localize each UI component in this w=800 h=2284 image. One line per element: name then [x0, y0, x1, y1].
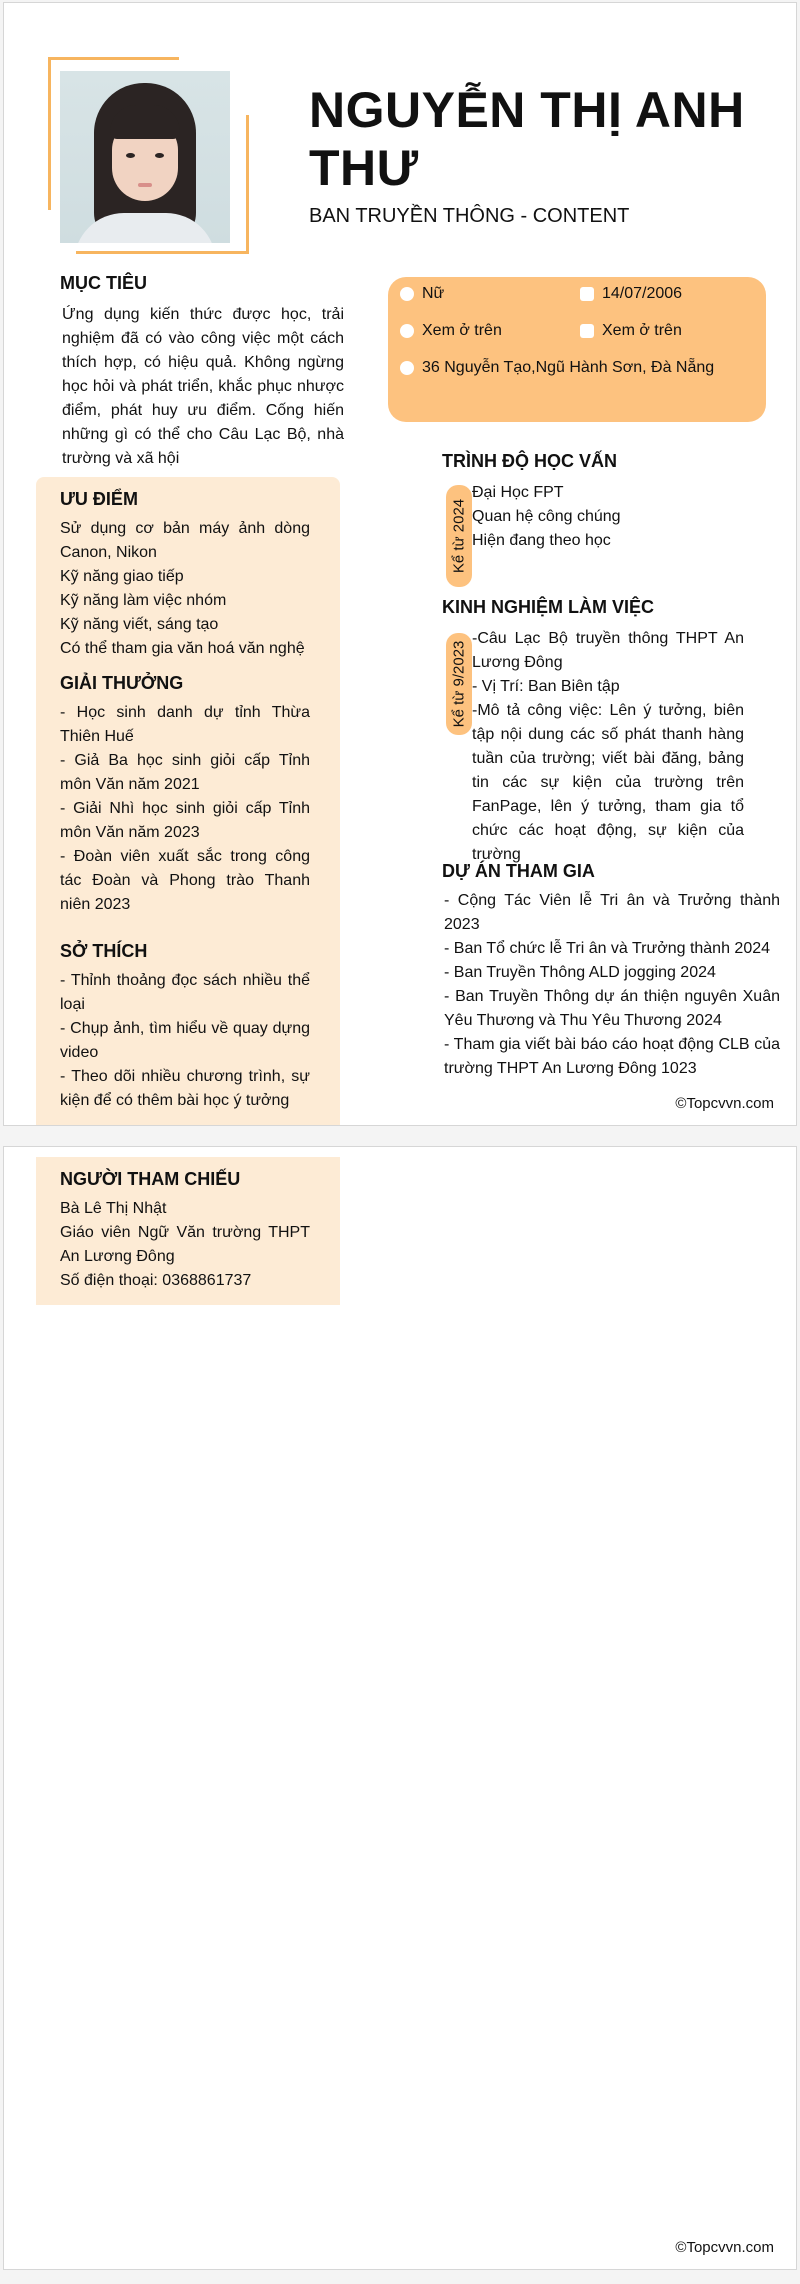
education-status: Hiện đang theo học: [472, 532, 611, 549]
footer-brand: ©Topcvvn.com: [675, 1095, 774, 1112]
gender-item: [400, 285, 444, 303]
education-details: [472, 481, 772, 553]
list-item: Kỹ năng viết, sáng tạo: [60, 616, 219, 633]
cv-page-1: [3, 2, 797, 1126]
reference-job: Giáo viên Ngữ Văn trường THPT An Lương Đông: [60, 1224, 310, 1265]
hobbies-list: [60, 969, 310, 1113]
list-item: - Giải Nhì học sinh giỏi cấp Tỉnh môn Văn năm 2023: [60, 800, 310, 841]
awards-list: [60, 701, 310, 917]
calendar-icon: [580, 287, 594, 301]
experience-details: [472, 627, 744, 867]
footer-brand: ©Topcvvn.com: [675, 2239, 774, 2256]
experience-description: -Mô tả công việc: Lên ý tưởng, biên tập nội dung các số phát thanh hàng tuần của trường; viết bài đăng, bảng tin các sự kiện của trường trên FanPage, lên ý tưởng, tham gia tổ chức các hoạt động, sự kiện của trường: [472, 702, 744, 863]
list-item: - Học sinh danh dự tỉnh Thừa Thiên Huế: [60, 704, 310, 745]
list-item: Có thể tham gia văn hoá văn nghệ: [60, 640, 305, 657]
list-item: - Chụp ảnh, tìm hiểu về quay dựng video: [60, 1020, 310, 1061]
reference-phone: Số điện thoại: 0368861737: [60, 1272, 252, 1289]
list-item: - Ban Truyền Thông ALD jogging 2024: [444, 964, 716, 981]
references-panel: [36, 1157, 340, 1305]
list-item: - Cộng Tác Viên lễ Tri ân và Trưởng thành 2023: [444, 892, 780, 933]
experience-org: -Câu Lạc Bộ truyền thông THPT An Lương Đông: [472, 630, 744, 671]
list-item: Sử dụng cơ bản máy ảnh dòng Canon, Nikon: [60, 520, 310, 561]
address-value: 36 Nguyễn Tạo,Ngũ Hành Sơn, Đà Nẵng: [422, 359, 715, 376]
phone-item: [400, 322, 502, 340]
dob-value: 14/07/2006: [602, 285, 683, 302]
list-item: - Ban Tổ chức lễ Tri ân và Trưởng thành 2024: [444, 940, 771, 957]
projects-list: [444, 889, 780, 1081]
education-date: Kể từ 2024: [450, 498, 468, 574]
objective-text: Ứng dụng kiến thức được học, trải nghiệm đã có vào công việc một cách thích hợp, có hiệu quả. Không ngừng học hỏi và phát triển, khắc phục nhược điểm, phát huy ưu điểm. Cống hiến những gì có thể cho Câu Lạc Bộ, nhà trường và xã hội: [62, 306, 344, 467]
experience-position: - Vị Trí: Ban Biên tập: [472, 678, 620, 695]
gender-value: Nữ: [422, 285, 445, 302]
cv-page-2: [3, 1146, 797, 2270]
education-major: Quan hệ công chúng: [472, 508, 621, 525]
experience-date: Kể từ 9/2023: [450, 640, 468, 728]
list-item: Kỹ năng giao tiếp: [60, 568, 184, 585]
gender-icon: [400, 287, 414, 301]
experience-title: KINH NGHIỆM LÀM VIỆC: [442, 597, 655, 617]
dob-item: [580, 285, 682, 303]
personal-info-box: [388, 277, 766, 422]
hobbies-title: SỞ THÍCH: [60, 941, 148, 961]
education-title: TRÌNH ĐỘ HỌC VẤN: [442, 451, 617, 471]
list-item: - Đoàn viên xuất sắc trong công tác Đoàn và Phong trào Thanh niên 2023: [60, 848, 310, 913]
references-details: [60, 1197, 310, 1293]
email-item: [580, 322, 682, 340]
list-item: - Thỉnh thoảng đọc sách nhiều thể loại: [60, 972, 310, 1013]
education-date-tag: [446, 485, 472, 587]
education-school: Đại Học FPT: [472, 484, 564, 501]
projects-title: DỰ ÁN THAM GIA: [442, 861, 595, 881]
strengths-title: ƯU ĐIỂM: [60, 489, 138, 509]
references-title: NGƯỜI THAM CHIẾU: [60, 1169, 241, 1189]
list-item: - Giả Ba học sinh giỏi cấp Tỉnh môn Văn năm 2021: [60, 752, 310, 793]
email-value: Xem ở trên: [602, 322, 682, 339]
left-panel: [36, 477, 340, 1125]
objective-title: MỤC TIÊU: [60, 273, 147, 293]
list-item: - Theo dõi nhiều chương trình, sự kiện để có thêm bài học ý tưởng: [60, 1068, 310, 1109]
strengths-list: [60, 517, 310, 661]
list-item: Kỹ năng làm việc nhóm: [60, 592, 227, 609]
address-item: [400, 359, 714, 377]
awards-title: GIẢI THƯỞNG: [60, 673, 184, 693]
location-icon: [400, 361, 414, 375]
list-item: - Ban Truyền Thông dự án thiện nguyên Xuân Yêu Thương và Thu Yêu Thương 2024: [444, 988, 780, 1029]
email-icon: [580, 324, 594, 338]
list-item: - Tham gia viết bài báo cáo hoạt động CLB của trường THPT An Lương Đông 1023: [444, 1036, 780, 1077]
reference-name: Bà Lê Thị Nhật: [60, 1200, 167, 1217]
phone-icon: [400, 324, 414, 338]
candidate-name: NGUYỄN THỊ ANH THƯ: [309, 82, 745, 196]
candidate-role: BAN TRUYỀN THÔNG - CONTENT: [309, 205, 630, 227]
phone-value: Xem ở trên: [422, 322, 502, 339]
profile-photo: [60, 71, 230, 243]
experience-date-tag: [446, 633, 472, 735]
